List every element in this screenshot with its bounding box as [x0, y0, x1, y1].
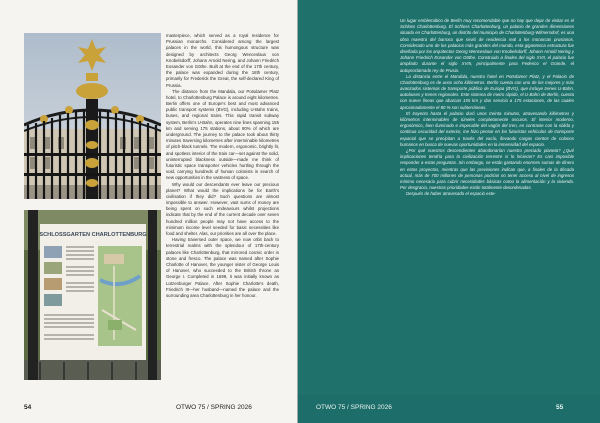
article-paragraph: Después de haber atravesado el espacio exte-: [406, 191, 496, 197]
page-number-left: 54: [24, 404, 32, 411]
article-paragraph: Why would our descendants ever leave our precious planet? What would the implications be for Earth's civilisation if they did? Such questions are almost impossible to answer. However, vast sums of money are being spent on such endeavours whilst projections indicate that by the end of the current decade over seven hundred million people may not have access to the minimum income level needed for basic necessities like food and shelter. Alas, our priorities are all over the place.: [166, 181, 279, 236]
spanish-article-column: [400, 18, 574, 390]
running-footer-right: OTWO 75 / SPRING 2026: [316, 404, 392, 411]
park-sign-photo: [24, 210, 161, 380]
palace-gate-photo: [24, 33, 161, 199]
park-sign-title: SCHLOSSGARTEN CHARLOTTENBURG: [39, 232, 147, 238]
article-paragraph: Un lugar emblemático de Berlín muy recomendable que no hay que dejar de visitar es el Schloss Charlottenburg. El Schloss Charlottenburg, un palacio de grandes dimensiones situado en Charlottenburg, un distrito del municipio de Charlottenburg-Wilmersdorf, es una obra maestra del barroco que sirvió de residencia real a los monarcas prusianos. Considerado uno de los palacios más grandes del mundo, esta gigantesca estructura fue diseñada por los arquitectos Georg Wenceslaus von Knobelsdorff, Johann Arnold Nering y Johann Friedrich Eosander von Göthe. Construido a finales del siglo XVII, el palacio fue ampliado durante el siglo XVIII, principalmente para Federico el Grande, el autoproclamado rey de Prusia.: [400, 18, 574, 73]
ornate-gate-photo-icon: [24, 33, 161, 199]
article-paragraph: The distance from the Mandala, our Potsdamer Platz hotel, to Charlottenburg Palace is around eight kilometres. Berlin offers one of Europe's best and most advanced public transport systems (BVG), including U-Bahn trains, buses, and regional trains. This rapid transit subway system, Berlin's U-Bahn, operates nine lines spanning 155 km and serving 175 stations, about 80% of which are underground. The journey to the palace took about thirty minutes traversing kilometres after interminable kilometres of pitch-black tunnels. The modern, ergonomic, brightly lit, and spotless interior of the train car—set against the solid, uninterrupted blackness outside—made me think of futuristic space transporter vehicles hurtling through the void, carrying hundreds of human colonists in search of new opportunities in the vastness of space.: [166, 88, 279, 181]
left-page: [0, 0, 298, 423]
article-paragraph: La distancia entre el Mandala, nuestro hotel en Potsdamer Platz, y el Palacio de Charlottenburg es de unos ocho kilómetros. Berlín cuenta con uno de los mejores y más avanzados sistemas de transporte público de Europa (BVG), que incluye trenes U-Bahn, autobuses y trenes regionales. Este sistema de metro rápido, el U-Bahn de Berlín, cuenta con nueve líneas que abarcan 155 km y dan servicio a 175 estaciones, de las cuales aproximadamente el 80 % son subterráneas.: [400, 73, 574, 110]
article-paragraph: ¿Por qué nuestros descendientes abandonarían nuestro preciado planeta? ¿Qué implicaciones tendría para la civilización terrestre si lo hicieran? Es casi imposible responder a estas preguntas. Sin embargo, se están gastando enormes sumas de dinero en estos proyectos, mientras que las previsiones indican que, a finales de la década actual, más de 700 millones de personas podrían no tener acceso al nivel de ingresos mínimo necesario para cubrir necesidades básicas como la alimentación y la vivienda. Por desgracia, nuestras prioridades están totalmente desordenadas.: [400, 147, 574, 191]
article-paragraph: Having traversed outer space, we now orbit back to terrestrial realms with the splendour of 17th-century palaces like Charlottenburg, that mirrored cosmic order in stone and fresco. The palace was named after Sophie Charlotte of Hanover, the younger sister of George Louis of Hanover, who succeeded to the British throne as George I. Completed in 1699, it was initially known as Lützenburger Palace. After Sophie Charlotte's death, Friedrich III—her husband—named the palace and the surrounding area Charlottenburg in her honour.: [166, 237, 279, 298]
running-footer-left: OTWO 75 / SPRING 2026: [176, 404, 252, 411]
park-map-sign-icon: [24, 210, 161, 380]
article-paragraph: masterpiece, which served as a royal residence for Prussian monarchs. Considered among the largest palaces in the world, this humongous structure was designed by architects Georg Wenceslaus von Knobelsdorff, Johann Arnold Nering, and Johann Friedrich Eosander von Göthe. Built at the end of the 17th century, the palace was expanded during the 18th century, primarily for Frederick the Great, the self-declared King of Prussia.: [166, 33, 279, 88]
english-article-column: [166, 33, 279, 389]
article-paragraph: El trayecto hasta el palacio duró unos treinta minutos, atravesando kilómetros y kilómetros interminables de túneles completamente oscuros. El interior moderno, ergonómico, bien iluminado e impecable del vagón del tren, en contraste con la sólida y continua oscuridad del exterior, me hizo pensar en los futuristas vehículos de transporte espacial que se precipitan a través del vacío, llevando cargas cientos de colonos humanos en busca de nuevas oportunidades en la inmensidad del espacio.: [400, 110, 574, 147]
page-number-right: 55: [556, 404, 564, 411]
